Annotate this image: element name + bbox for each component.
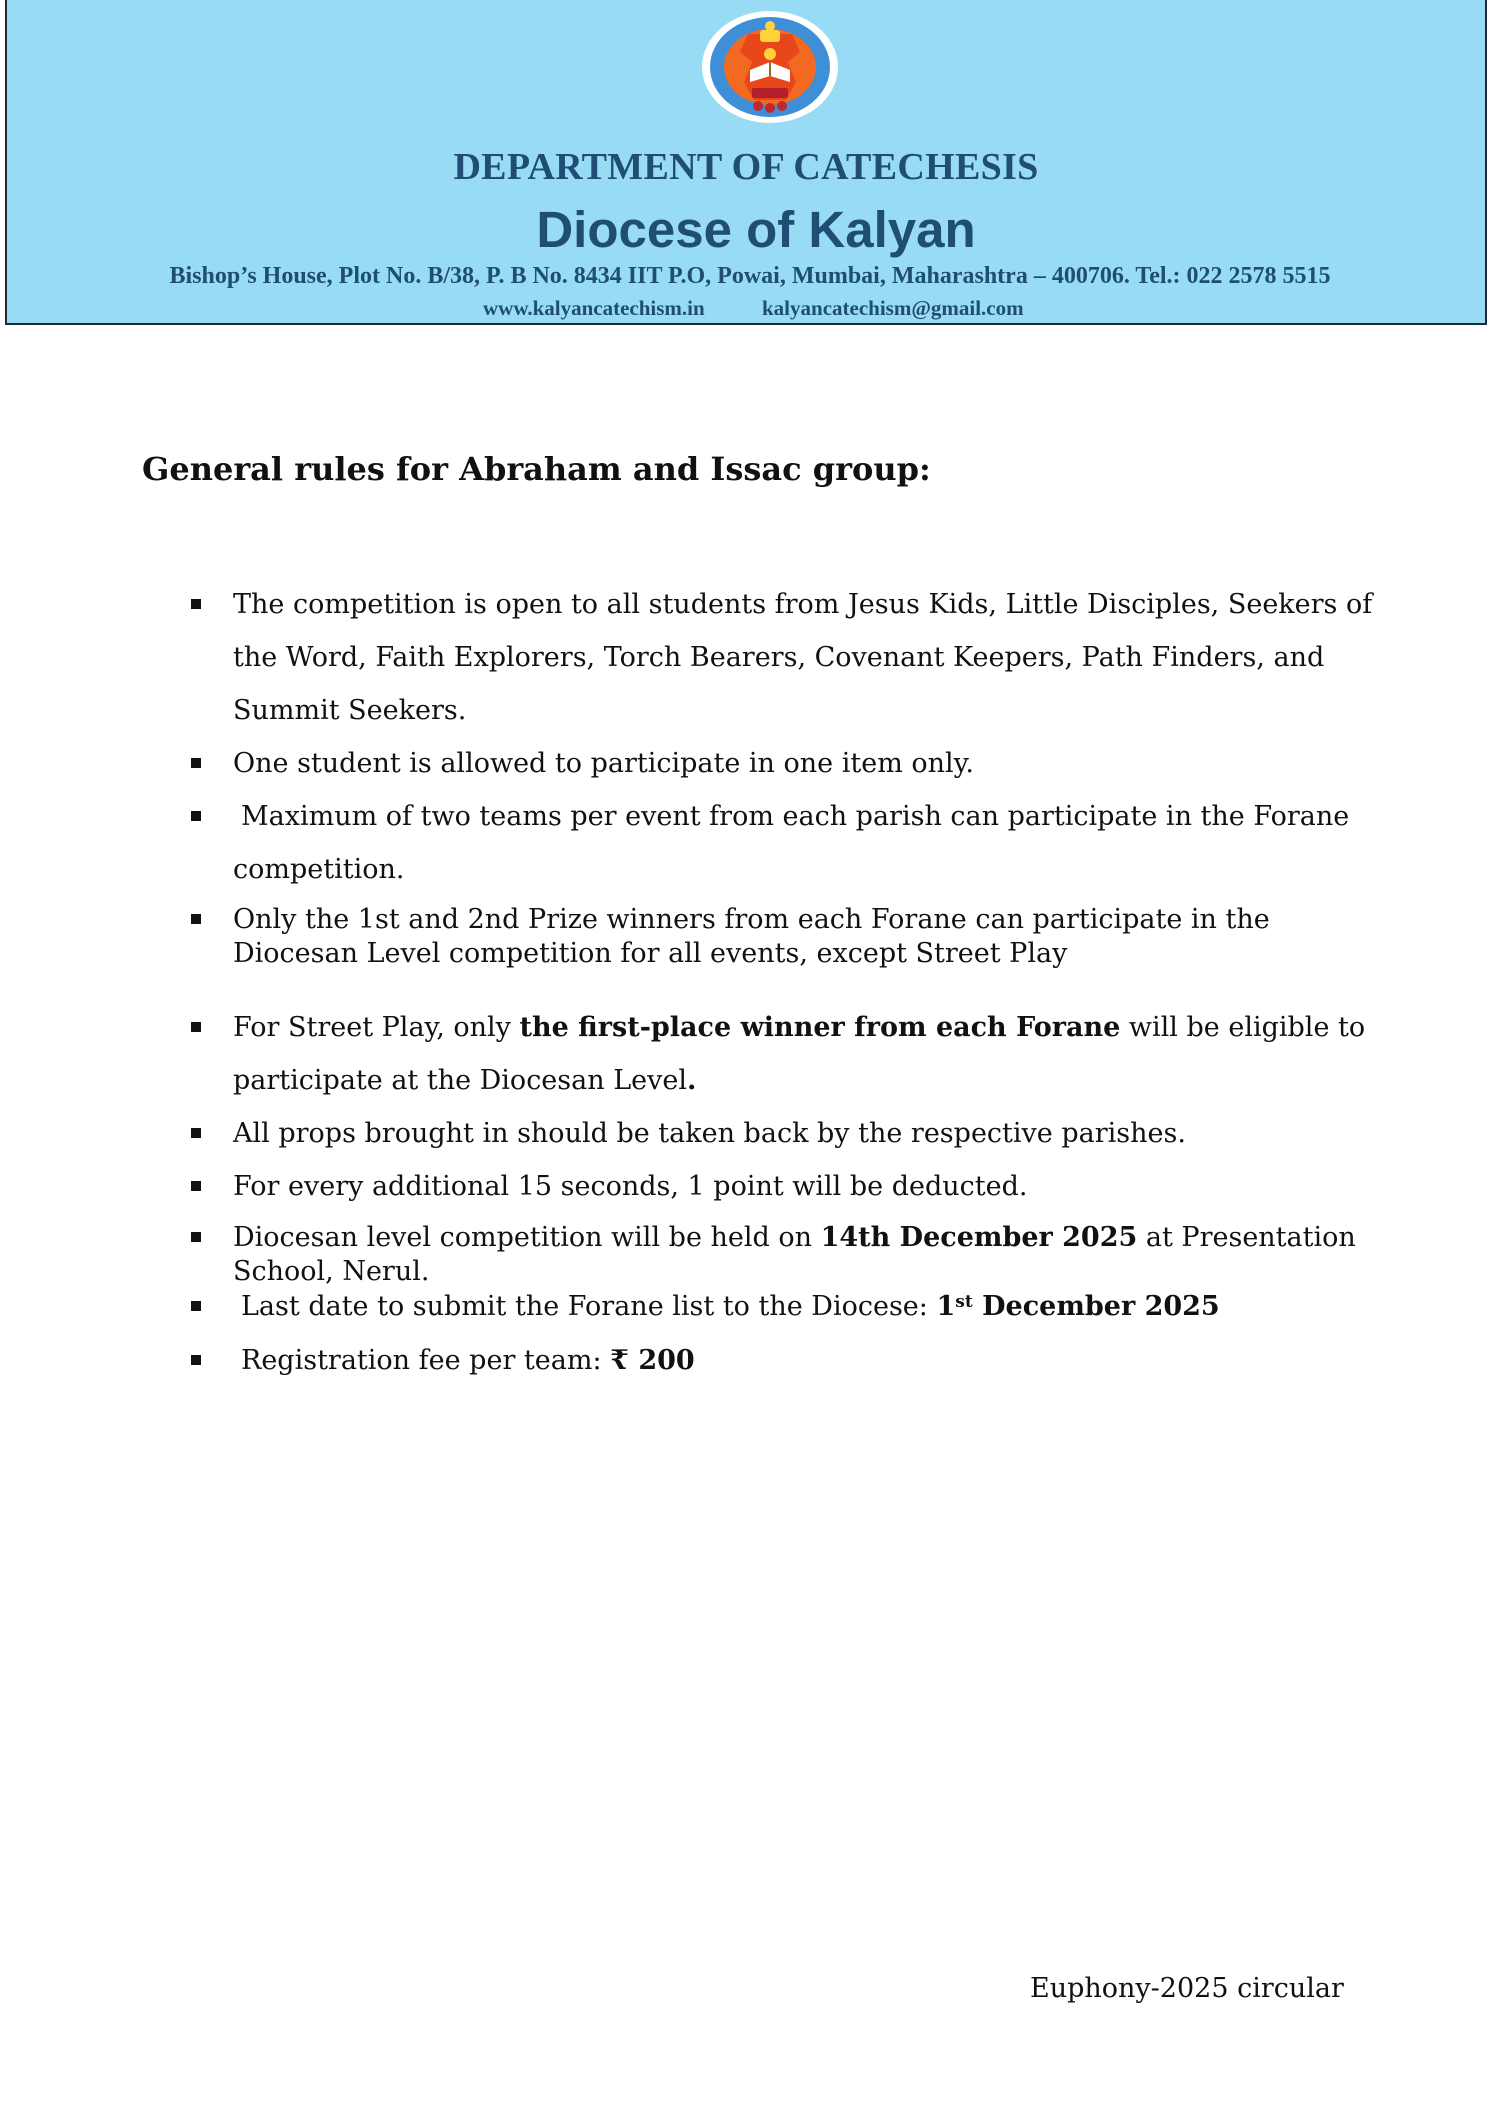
diocese-emblem-icon bbox=[700, 8, 840, 126]
diocese-title: Diocese of Kalyan bbox=[536, 201, 976, 258]
list-item bbox=[233, 1290, 1393, 1324]
date-month-year: December 2025 bbox=[972, 1291, 1220, 1322]
website-link[interactable]: www.kalyancatechism.in bbox=[483, 296, 705, 320]
list-item: The competition is open to all students from Jesus Kids, Little Disciples, Seekers of the Word, Faith Explorers, Torch Bearers, Covenant Keepers, Path Finders, and Summit Seekers. bbox=[233, 578, 1393, 737]
emphasis-text: ₹ 200 bbox=[610, 1345, 695, 1376]
list-item-text: Maximum of two teams per event from each parish can participate in the Forane competition. bbox=[233, 801, 1350, 885]
letterhead bbox=[5, 0, 1487, 325]
list-item: Only the 1st and 2nd Prize winners from each Forane can participate in the Diocesan Level competition for all events, except Street Play bbox=[233, 903, 1393, 971]
list-item-text: Diocesan level competition will be held on bbox=[233, 1222, 821, 1253]
list-item-text: For Street Play, only bbox=[233, 1012, 520, 1043]
emphasis-text: 14th December 2025 bbox=[820, 1222, 1138, 1253]
list-item bbox=[233, 1344, 1393, 1378]
list-item bbox=[233, 1001, 1393, 1107]
emphasis-text: the first-place winner from each Forane bbox=[519, 1012, 1121, 1043]
list-item-text: Registration fee per team: bbox=[241, 1345, 611, 1376]
date-suffix: st bbox=[955, 1292, 973, 1312]
date-day: 1 bbox=[936, 1291, 956, 1322]
list-item: All props brought in should be taken back by the respective parishes. bbox=[233, 1107, 1393, 1160]
department-title: DEPARTMENT OF CATECHESIS bbox=[453, 146, 1039, 188]
list-item-text: will be eligible to participate at the Diocesan Level bbox=[233, 1012, 1366, 1096]
list-item bbox=[233, 1221, 1393, 1289]
rules-heading: General rules for Abraham and Issac group: bbox=[142, 450, 931, 488]
emphasis-text: . bbox=[687, 1065, 697, 1096]
list-item-text: Last date to submit the Forane list to the Diocese: bbox=[241, 1291, 937, 1322]
footer-label: Euphony-2025 circular bbox=[1030, 1973, 1344, 2004]
emphasis-text bbox=[936, 1291, 1219, 1322]
address-line: Bishop’s House, Plot No. B/38, P. B No. 8434 IIT P.O, Powai, Mumbai, Maharashtra – 400706. Tel.: 022 2578 5515 bbox=[169, 263, 1331, 289]
list-item: One student is allowed to participate in one item only. bbox=[233, 737, 1393, 790]
list-item: For every additional 15 seconds, 1 point will be deducted. bbox=[233, 1160, 1393, 1213]
email-link[interactable]: kalyancatechism@gmail.com bbox=[762, 296, 1024, 320]
list-item-text: at Presentation School, Nerul. bbox=[233, 1222, 1356, 1287]
list-item bbox=[233, 790, 1393, 896]
